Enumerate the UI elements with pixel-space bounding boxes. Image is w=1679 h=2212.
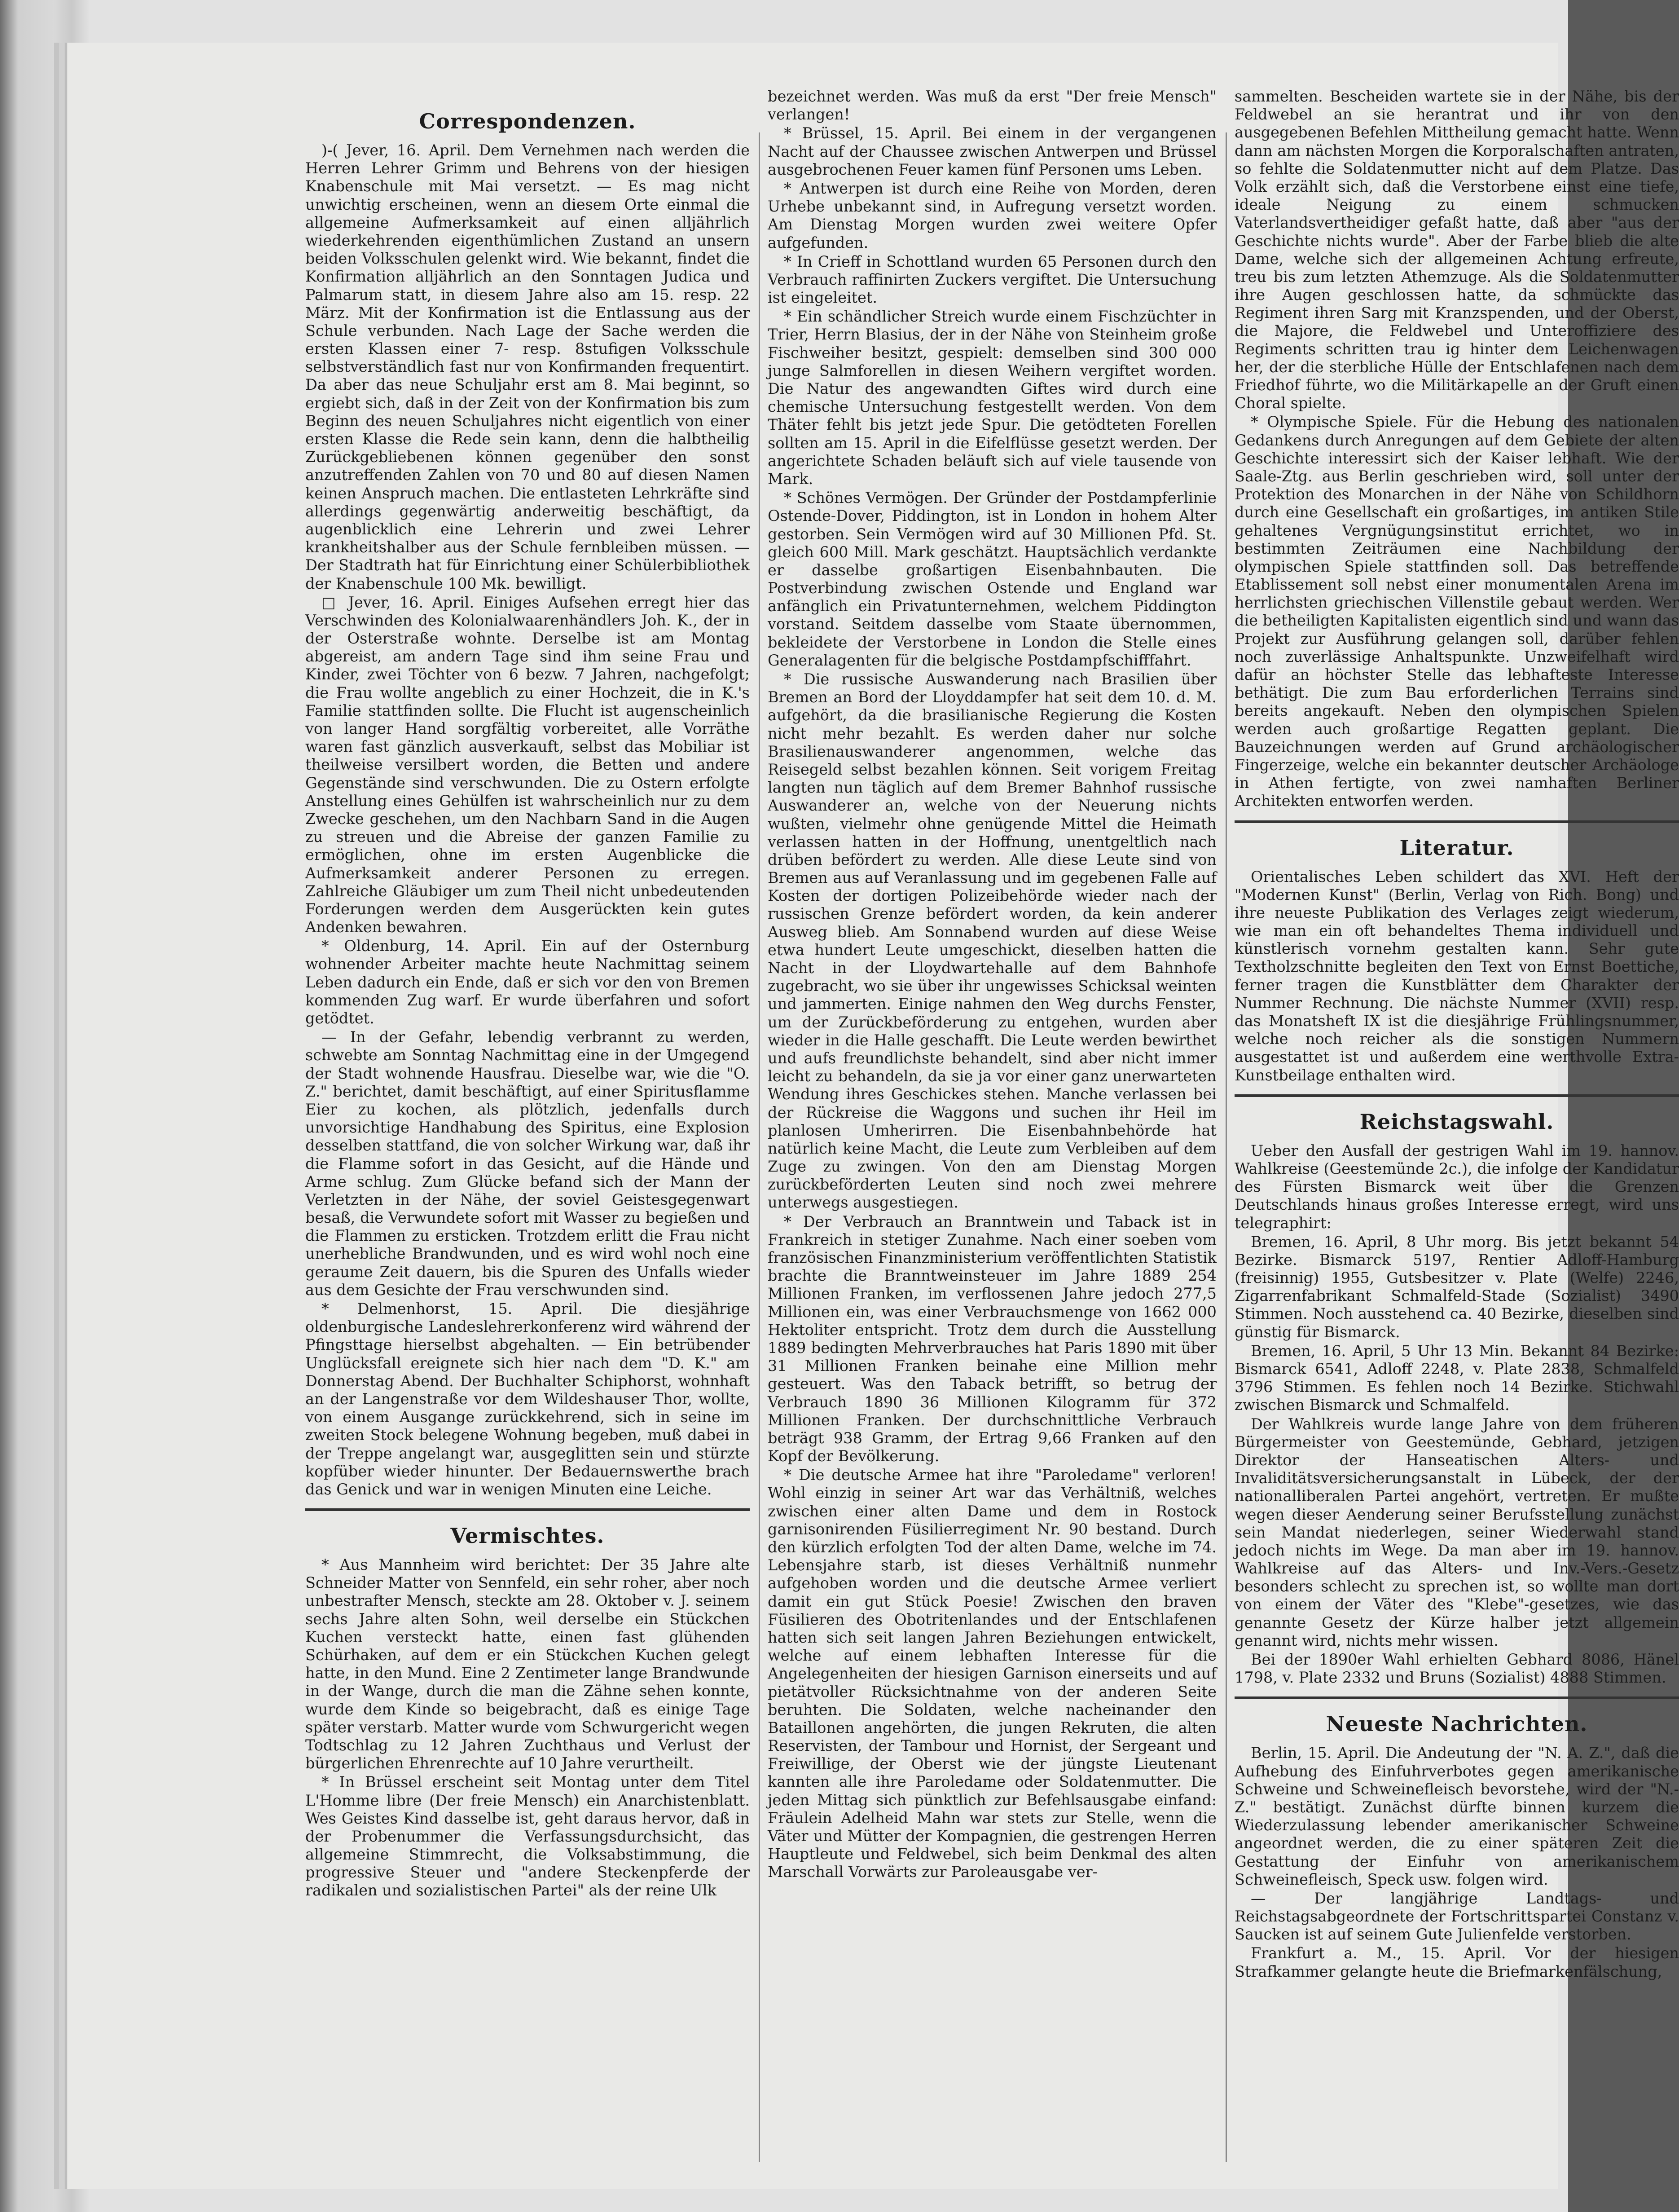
section-divider (1235, 820, 1679, 823)
article-paragraph: Bremen, 16. April, 8 Uhr morg. Bis jetzt bekannt 54 Bezirke. Bismarck 5197, Rentier Adloff-Hamburg (freisinnig) 1955, Gutsbesitzer v. Plate (Welfe) 2246, Zigarrenfabrikant Schmalfeld-Stade (Sozialist) 3490 Stimmen. Noch ausstehend ca. 40 Bezirke, dieselben sind günstig für Bismarck. (1235, 1233, 1679, 1341)
section-divider (1235, 1696, 1679, 1699)
article-paragraph: — Der langjährige Landtags- und Reichstagsabgeordnete der Fortschrittspartei Constanz v. Saucken ist auf seinem Gute Julienfelde verstorben. (1235, 1889, 1679, 1943)
article-paragraph: □ Jever, 16. April. Einiges Aufsehen erregt hier das Verschwinden des Kolonialwaarenhändlers Joh. K., der in der Osterstraße wohnte. Derselbe ist am Montag abgereist, am andern Tage sind ihm seine Frau und Kinder, zwei Töchter von 6 bezw. 7 Jahren, nachgefolgt; die Frau wollte angeblich zu einer Hochzeit, die in K.'s Familie stattfinden sollte. Die Flucht ist augenscheinlich von langer Hand sorgfältig vorbereitet, alle Vorräthe waren fast gänzlich ausverkauft, selbst das Mobiliar ist theilweise versilbert worden, die Betten und andere Gegenstände sind verschwunden. Die zu Ostern erfolgte Anstellung eines Gehülfen ist wahrscheinlich nur zu dem Zwecke geschehen, um den Nachbarn Sand in die Augen zu streuen und die Abreise der ganzen Familie zu ermöglichen, ohne im ersten Augenblicke die Aufmerksamkeit anderer Personen zu erregen. Zahlreiche Gläubiger um zum Theil nicht unbedeutenden Forderungen werden dem Ausgerückten kein gutes Andenken bewahren. (305, 593, 750, 936)
section-divider (1235, 1094, 1679, 1097)
article-paragraph: Bei der 1890er Wahl erhielten Gebhard 8086, Hänel 1798, v. Plate 2332 und Bruns (Sozialist) 4888 Stimmen. (1235, 1651, 1679, 1687)
article-paragraph: * Die russische Auswanderung nach Brasilien über Bremen an Bord der Lloyddampfer hat seit dem 10. d. M. aufgehört, da die brasilianische Regierung die Kosten nicht mehr bezahlt. Es werden daher nur solche Brasilienauswanderer angenommen, welche das Reisegeld selbst bezahlen können. Seit vorigem Freitag langten nun täglich auf dem Bremer Bahnhof russische Auswanderer an, welche von der Neuerung nichts wußten, vielmehr ohne genügende Mittel die Heimath verlassen hatten in der Hoffnung, unentgeltlich nach drüben befördert zu werden. Alle diese Leute sind von Bremen aus auf Veranlassung und im gegebenen Falle auf Kosten der dortigen Polizeibehörde wieder nach der russischen Grenze befördert worden, da kein anderer Ausweg blieb. Am Sonnabend wurden auf diese Weise etwa hundert Leute umgeschickt, dieselben hatten die Nacht in der Lloydwartehalle auf dem Bahnhofe zugebracht, wo sie über ihr ungewisses Schicksal weinten und jammerten. Einige nahmen den Weg durchs Fenster, um der Zurückbeförderung zu entgehen, wurden aber wieder in die Halle geschafft. Die Leute werden bewirthet und aufs freundlichste behandelt, sind aber nicht immer leicht zu behandeln, da sie ja vor einer ganz unerwarteten Wendung ihres Geschickes stehen. Manche verlassen bei der Rückreise die Waggons und suchen ihr Heil im planlosen Umherirren. Die Eisenbahnbehörde hat natürlich keine Macht, die Leute zum Verbleiben auf dem Zuge zu zwingen. Von den am Dienstag Morgen zurückbeförderten Leuten sind noch zwei mehrere unterwegs ausgestiegen. (768, 670, 1217, 1212)
article-paragraph: Ueber den Ausfall der gestrigen Wahl im 19. hannov. Wahlkreise (Geestemünde 2c.), die infolge der Kandidatur des Fürsten Bismarck weit über die Grenzen Deutschlands hinaus großes Interesse erregt, wird uns telegraphirt: (1235, 1141, 1679, 1232)
article-paragraph: * Aus Mannheim wird berichtet: Der 35 Jahre alte Schneider Matter von Sennfeld, ein sehr roher, aber noch unbestrafter Mensch, steckte am 28. Oktober v. J. seinem sechs Jahre alten Sohn, weil derselbe ein Stückchen Kuchen versteckt hatte, einen fast glühenden Schürhaken, auf dem er ein Stückchen Kuchen gelegt hatte, in den Mund. Eine 2 Zentimeter lange Brandwunde in der Wange, durch die man die Zähne sehen konnte, wurde dem Kinde so beigebracht, daß es einige Tage später verstarb. Matter wurde vom Schwurgericht wegen Todtschlag zu 12 Jahren Zuchthaus und Verlust der bürgerlichen Ehrenrechte auf 10 Jahre verurtheilt. (305, 1556, 750, 1772)
section-heading-literatur: Literatur. (1399, 835, 1514, 860)
column-left (305, 97, 750, 1900)
column-rule (759, 132, 760, 2162)
article-paragraph: sammelten. Bescheiden wartete sie in der Nähe, bis der Feldwebel an sie herantrat und ihr von den ausgegebenen Befehlen Mittheilung gemacht hatte. Wenn dann am nächsten Morgen die Korporalschaften antraten, so fehlte die Soldatenmutter nicht auf dem Platze. Das Volk erzählt sich, daß die Verstorbene einst eine tiefe, ideale Neigung zu einem schmucken Vaterlandsvertheidiger gefaßt hatte, daß aber "aus der Geschichte nichts wurde". Aber der Farbe blieb die alte Dame, welche sich der allgemeinen Achtung erfreute, treu bis zum letzten Athemzuge. Als die Soldatenmutter ihre Augen geschlossen hatte, da schmückte das Regiment ihren Sarg mit Kranzspenden, und der Oberst, die Majore, die Feldwebel und Unteroffiziere des Regiments schritten trau ig hinter dem Leichenwagen her, der die sterbliche Hülle der Entschlafenen nach dem Friedhof führte, wo die Militärkapelle an der Gruft einen Choral spielte. (1235, 88, 1679, 412)
article-paragraph: )-( Jever, 16. April. Dem Vernehmen nach werden die Herren Lehrer Grimm und Behrens von der hiesigen Knabenschule mit Mai versetzt. — Es mag nicht unwichtig erscheinen, wenn an diesem Orte einmal die allgemeine Aufmerksamkeit auf einen alljährlich wiederkehrenden eigenthümlichen Zustand an unsern beiden Volksschulen gelenkt wird. Wie bekannt, findet die Konfirmation alljährlich an den Sonntagen Judica und Palmarum statt, in diesem Jahre also am 15. resp. 22 März. Mit der Konfirmation ist die Entlassung aus der Schule verbunden. Nach Lage der Sache werden die ersten Klassen einer 7- resp. 8stufigen Volksschule selbstverständlich fast nur von Konfirmanden frequentirt. Da aber das neue Schuljahr erst am 8. Mai beginnt, so ergiebt sich, daß in der Zeit von der Konfirmation bis zum Beginn des neuen Schuljahres nicht eigentlich von einer ersten Klasse die Rede sein kann, denn die halbtheilig Zurückgebliebenen können gegenüber den sonst anzutreffenden Zahlen von 70 und 80 auf diesen Namen keinen Anspruch machen. Die entlasteten Lehrkräfte sind allerdings gegenwärtig anderweitig beschäftigt, da augenblicklich eine Lehrerin und zwei Lehrer krankheitshalber aus der Schule fernbleiben müssen. — Der Stadtrath hat für Einrichtung einer Schülerbibliothek der Knabenschule 100 Mk. bewilligt. (305, 141, 750, 592)
article-paragraph: Frankfurt a. M., 15. April. Vor der hiesigen Strafkammer gelangte heute die Briefmarkenfälschung, (1235, 1944, 1679, 1980)
article-paragraph: * Delmenhorst, 15. April. Die diesjährige oldenburgische Landeslehrerkonferenz wird während der Pfingsttage hierselbst abgehalten. — Ein betrübender Unglücksfall ereignete sich hier nach dem "D. K." am Donnerstag Abend. Der Buchhalter Schiphorst, wohnhaft an der Langenstraße vor dem Wildeshauser Thor, wollte, von einem Ausgange zurückkehrend, sich in seine im zweiten Stock belegene Wohnung begeben, muß dabei in der Treppe angelangt war, ausgeglitten sein und stürzte kopfüber wieder hinunter. Der Bedauernswerthe brach das Genick und war in wenigen Minuten eine Leiche. (305, 1300, 750, 1498)
article-paragraph: * Schönes Vermögen. Der Gründer der Postdampferlinie Ostende-Dover, Piddington, ist in London in hohem Alter gestorben. Sein Vermögen wird auf 30 Millionen Pfd. St. gleich 600 Mill. Mark geschätzt. Hauptsächlich verdankte er dasselbe großartigen Eisenbahnbauten. Die Postverbindung zwischen Ostende und England war anfänglich ein Privatunternehmen, welchem Piddington vorstand. Seitdem dasselbe vom Staate übernommen, bekleidete der Verstorbene in London die Stelle eines Generalagenten für die belgische Postdampfschifffahrt. (768, 489, 1217, 669)
article-paragraph: * Die deutsche Armee hat ihre "Paroledame" verloren! Wohl einzig in seiner Art war das Verhältniß, welches zwischen einer alten Dame und dem in Rostock garnisonirenden Füsilierregiment Nr. 90 bestand. Durch den kürzlich erfolgten Tod der alten Dame, welche im 74. Lebensjahre starb, ist dieses Verhältniß nunmehr aufgehoben worden und die deutsche Armee verliert damit ein gut Stück Poesie! Zwischen den braven Füsilieren des Obotritenlandes und der Entschlafenen hatten sich seit langen Jahren Beziehungen entwickelt, welche auf einem lebhaften Interesse für die Angelegenheiten der hiesigen Garnison einerseits und auf pietätvoller Rücksichtnahme von der anderen Seite beruhten. Die Soldaten, welche nacheinander den Bataillonen angehörten, die jungen Rekruten, die alten Reservisten, der Tambour und Hornist, der Sergeant und Freiwillige, der Oberst wie der jüngste Lieutenant kannten alle ihre Paroledame oder Soldatenmutter. Die jeden Mittag sich pünktlich zur Befehlsausgabe einfand: Fräulein Adelheid Mahn war stets zur Stelle, wenn die Väter und Mütter der Kompagnien, die gestrengen Herren Hauptleute und Feldwebel, sich beim Denkmal des alten Marschall Vorwärts zur Paroleausgabe ver- (768, 1466, 1217, 1881)
article-paragraph: Bremen, 16. April, 5 Uhr 13 Min. Bekannt 84 Bezirke: Bismarck 6541, Adloff 2248, v. Plate 2838, Schmalfeld 3796 Stimmen. Es fehlen noch 14 Bezirke. Stichwahl zwischen Bismarck und Schmalfeld. (1235, 1342, 1679, 1414)
article-paragraph: * Der Verbrauch an Branntwein und Taback ist in Frankreich in stetiger Zunahme. Nach einer soeben vom französischen Finanzministerium veröffentlichten Statistik brachte die Branntweinsteuer im Jahre 1889 254 Millionen Franken, im verflossenen Jahre jedoch 277,5 Millionen ein, was einer Verbrauchsmenge von 1662 000 Hektoliter entspricht. Trotz dem durch die Ausstellung 1889 bedingten Mehrverbrauches hat Paris 1890 mit über 31 Millionen Franken beinahe eine Million mehr gesteuert. Was den Taback betrifft, so betrug der Verbrauch 1890 36 Millionen Kilogramm für 372 Millionen Franken. Der durchschnittliche Verbrauch beträgt 938 Gramm, der Ertrag 9,66 Franken auf den Kopf der Bevölkerung. (768, 1212, 1217, 1465)
article-paragraph: * In Brüssel erscheint seit Montag unter dem Titel L'Homme libre (Der freie Mensch) ein Anarchistenblatt. Wes Geistes Kind dasselbe ist, geht daraus hervor, daß in der Probenummer die Verfassungsdurchsicht, das allgemeine Stimmrecht, die Volksabstimmung, die progressive Steuer und "andere Steckenpferde der radikalen und sozialistischen Partei" als der reine Ulk (305, 1773, 750, 1899)
article-paragraph: * Olympische Spiele. Für die Hebung des nationalen Gedankens durch Anregungen auf dem Gebiete der alten Geschichte interessirt sich der Kaiser lebhaft. Wie der Saale-Ztg. aus Berlin geschrieben wird, soll unter der Protektion des Monarchen in der Nähe von Schildhorn durch eine Gesellschaft ein großartiges, im antiken Stile gehaltenes Vergnügungsinstitut errichtet, wo in bestimmten Zeiträumen eine Nachbildung der olympischen Spiele stattfinden soll. Das betreffende Etablissement soll nebst einer monumentalen Arena im herrlichsten griechischen Villenstile gebaut werden. Wer die betheiligten Kapitalisten eigentlich sind und wann das Projekt zur Ausführung gelangen soll, darüber fehlen noch zuverlässige Anhaltspunkte. Unzweifelhaft wird dafür an höchster Stelle das lebhafteste Interesse bethätigt. Die zum Bau erforderlichen Terrains sind bereits angekauft. Neben den olympischen Spielen werden auch großartige Regatten geplant. Die Bauzeichnungen werden auf Grund archäologischer Fingerzeige, welche ein bekannter deutscher Archäologe in Athen fertigte, von zwei namhaften Berliner Architekten entworfen werden. (1235, 413, 1679, 810)
column-middle (768, 88, 1217, 1882)
article-paragraph: bezeichnet werden. Was muß da erst "Der freie Mensch" verlangen! (768, 88, 1217, 123)
article-paragraph: * Oldenburg, 14. April. Ein auf der Osternburg wohnender Arbeiter machte heute Nachmittag seinem Leben dadurch ein Ende, daß er sich vor den von Bremen kommenden Zug warf. Er wurde überfahren und sofort getödtet. (305, 937, 750, 1027)
article-paragraph: * Antwerpen ist durch eine Reihe von Morden, deren Urhebe unbekannt sind, in Aufregung versetzt worden. Am Dienstag Morgen wurden zwei weitere Opfer aufgefunden. (768, 179, 1217, 251)
article-paragraph: * Ein schändlicher Streich wurde einem Fischzüchter in Trier, Herrn Blasius, der in der Nähe von Steinheim große Fischweiher besitzt, gespielt: demselben sind 300 000 junge Salmforellen in diesen Weihern vergiftet worden. Die Natur des angewandten Giftes wird durch eine chemische Untersuchung festgestellt werden. Von dem Thäter fehlt bis jetzt jede Spur. Die getödteten Forellen sollten am 15. April in die Eifelflüsse gesetzt werden. Der angerichtete Schaden beläuft sich auf viele tausende von Mark. (768, 308, 1217, 488)
section-heading-reichstagswahl: Reichstagswahl. (1359, 1109, 1554, 1134)
article-paragraph: Der Wahlkreis wurde lange Jahre von dem früheren Bürgermeister von Geestemünde, Gebhard, jetzigen Direktor der Hanseatischen Alters- und Invaliditätsversicherungsanstalt in Lübeck, der der nationalliberalen Partei angehört, vertreten. Er mußte wegen dieser Aenderung seiner Berufsstellung zunächst sein Mandat niederlegen, seiner Wiederwahl stand jedoch nichts im Wege. Da man aber im 19. hannov. Wahlkreise auf das Alters- und Inv.-Vers.-Gesetz besonders schlecht zu sprechen ist, so wollte man dort von einem der Väter des "Klebe"-gesetzes, wie das genannte Gesetz der Kürze halber jetzt allgemein genannt wird, nichts mehr wissen. (1235, 1415, 1679, 1649)
article-paragraph: Orientalisches Leben schildert das XVI. Heft der "Modernen Kunst" (Berlin, Verlag von Rich. Bong) und ihre neueste Publikation des Verlages zeigt wiederum, wie man ein oft behandeltes Thema individuell und künstlerisch vornehm gestalten kann. Sehr gute Textholzschnitte begleiten den Text von Ernst Boettiche, ferner tragen die Kunstblätter dem Charakter der Nummer Rechnung. Die nächste Nummer (XVII) resp. das Monatsheft IX ist die diesjährige Frühlingsnummer, welche noch reicher als die sonstigen Nummern ausgestattet ist und außerdem eine werthvolle Extra-Kunstbeilage enthalten wird. (1235, 868, 1679, 1084)
column-right (1235, 88, 1679, 1981)
section-heading-correspondenzen: Correspondenzen. (419, 109, 636, 133)
article-paragraph: Berlin, 15. April. Die Andeutung der "N. A. Z.", daß die Aufhebung des Einfuhrverbotes gegen amerikanische Schweine und Schweinefleisch bevorstehe, wird der "N.-Z." bestätigt. Zunächst dürfte binnen kurzem die Wiederzulassung lebender amerikanischer Schweine angeordnet werden, die zu einer späteren Zeit die Gestattung der Einfuhr von amerikanischem Schweinefleisch, Speck usw. folgen wird. (1235, 1744, 1679, 1888)
column-rule (1226, 132, 1227, 2162)
section-heading-vermischtes: Vermischtes. (450, 1524, 605, 1548)
section-divider (305, 1508, 750, 1511)
article-paragraph: * Brüssel, 15. April. Bei einem in der vergangenen Nacht auf der Chaussee zwischen Antwerpen und Brüssel ausgebrochenen Feuer kamen fünf Personen ums Leben. (768, 124, 1217, 178)
article-paragraph: * In Crieff in Schottland wurden 65 Personen durch den Verbrauch raffinirten Zuckers vergiftet. Die Untersuchung ist eingeleitet. (768, 252, 1217, 307)
section-heading-neueste-nachrichten: Neueste Nachrichten. (1326, 1712, 1588, 1736)
article-paragraph: — In der Gefahr, lebendig verbrannt zu werden, schwebte am Sonntag Nachmittag eine in der Umgegend der Stadt wohnende Hausfrau. Dieselbe war, wie die "O. Z." berichtet, damit beschäftigt, auf einer Spiritusflamme Eier zu kochen, als plötzlich, jedenfalls durch unvorsichtige Handhabung des Spiritus, eine Explosion desselben stattfand, die von solcher Wirkung war, daß ihr die Flamme sofort in das Gesicht, auf die Hände und Arme schlug. Zum Glücke befand sich der Mann der Verletzten in der Nähe, der soviel Geistesgegenwart besaß, die Verwundete sofort mit Wasser zu begießen und die Flammen zu ersticken. Trotzdem erlitt die Frau nicht unerhebliche Brandwunden, und es wird wohl noch eine geraume Zeit dauern, bis die Spuren des Unfalls wieder aus dem Gesichte der Frau verschwunden sind. (305, 1028, 750, 1299)
newspaper-page (67, 43, 1679, 2189)
